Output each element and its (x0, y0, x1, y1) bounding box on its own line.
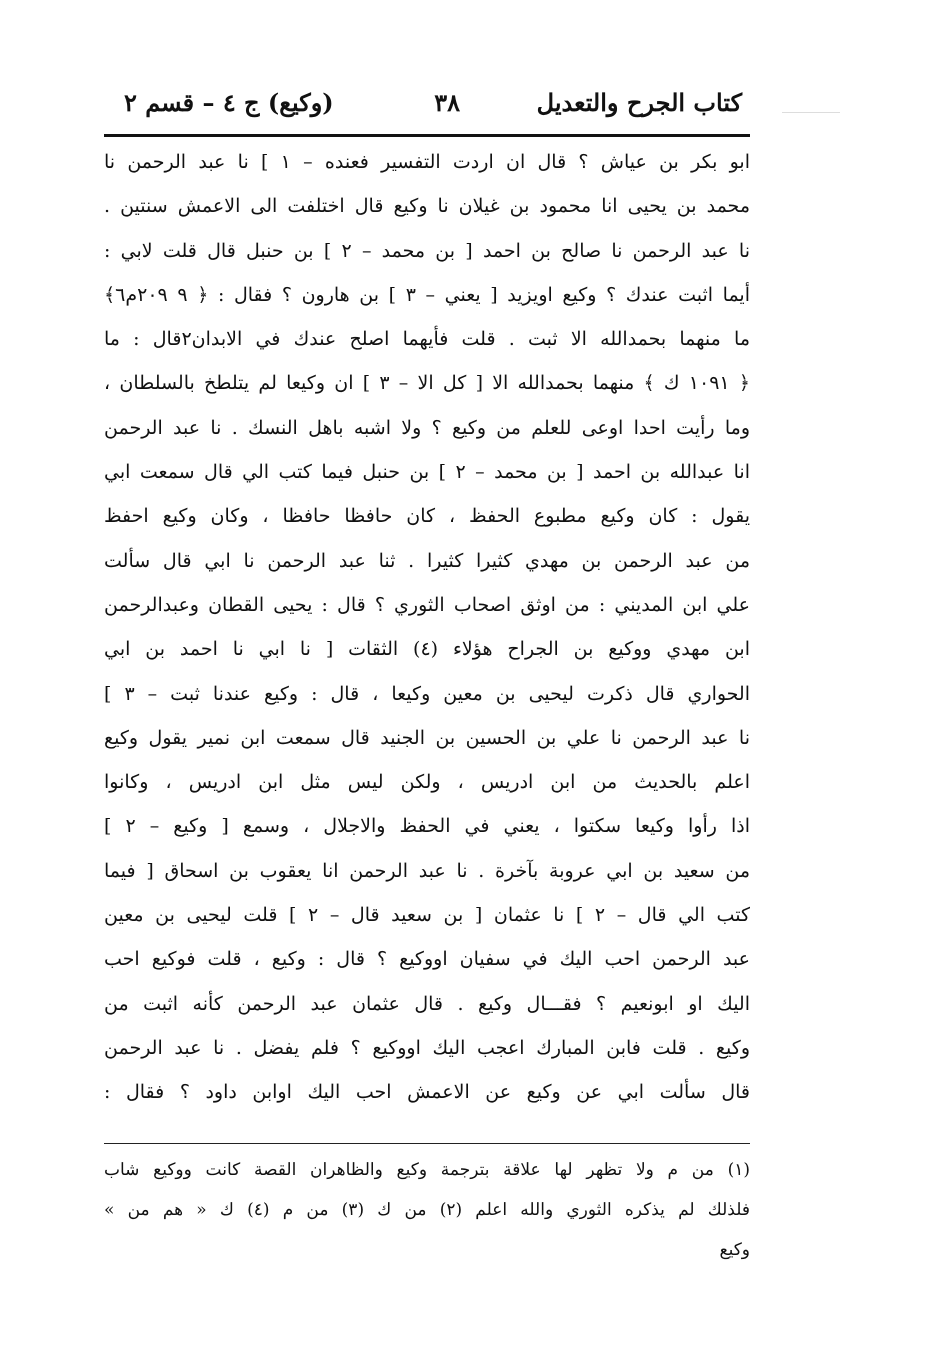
text-line: ما منهما بحمدالله الا ثبت . قلت فأيهما اصلح عندك في الابدان٢قال : ما (104, 328, 750, 351)
footnotes (104, 1150, 750, 1270)
text-line: ابن مهدي ووكيع بن الجراح هؤلاء (٤) الثقات [ نا ابي نا احمد بن ابي (104, 638, 750, 661)
text-line: يقول : كان وكيع مطبوع الحفظ ، كان حافظا حافظا ، وكان وكيع احفظ (104, 505, 750, 528)
text-line: اليك او ابونعيم ؟ فقـــال وكيع . قال عثمان عبد الرحمن كأنه اثبت من (104, 992, 750, 1015)
footnote-line: (١) من م ولا تظهر لها علاقة بترجمة وكيع والظاهران القصة كانت ووكيع شاب (104, 1160, 750, 1180)
text-line: نا عبد الرحمن نا علي بن الحسين بن الجنيد قال سمعت ابن نمير يقول وكيع (104, 726, 750, 749)
main-text (104, 140, 750, 1115)
footnote-rule (104, 1143, 750, 1144)
text-line: اذا رأوا وكيعا سكتوا ، يعني في الحفظ والاجلال ، وسمع [ وكيع – ٢ ] (104, 815, 750, 838)
text-line: انا عبدالله بن احمد [ بن محمد – ٢ ] بن حنبل فيما كتب الي قال سمعت ابي (104, 461, 750, 484)
text-line: نا عبد الرحمن نا صالح بن احمد [ بن محمد – ٢ ] بن حنبل قال قلت لابي : (104, 239, 750, 262)
text-line: من عبد الرحمن بن مهدي كثيرا كثيرا . ثنا عبد الرحمن نا ابي قال سألت (104, 549, 750, 572)
text-line: وما رأيت احدا اوعى للعلم من وكيع ؟ ولا اشبه باهل النسك . نا عبد الرحمن (104, 416, 750, 439)
text-line: ﴿ ١٠٩١ ك ﴾ منهما بحمدالله الا [ كل الا – ٣ ] ان وكيعا لم يتلطخ بالسلطان ، (104, 372, 750, 395)
text-line: اعلم بالحديث من ابن ادريس ، ولكن ليس مثل ابن ادريس ، وكانوا (104, 771, 750, 794)
text-line: محمد بن يحيى انا محمود بن غيلان نا وكيع قال اختلفت الى الاعمش سنتين . (104, 195, 750, 218)
footnote-line: وكيع (719, 1240, 750, 1260)
text-line: وكيع . قلت فابن المبارك اعجب اليك اووكيع ؟ فلم يفضل . نا عبد الرحمن (104, 1036, 750, 1059)
text-line: عبد الرحمن احب اليك في سفيان اووكيع ؟ قال : وكيع ، قلت فوكيع احب (104, 948, 750, 971)
text-line: ابو بكر بن عياش ؟ قال ان اردت التفسير فعنده – ١ ] نا عبد الرحمن نا (104, 151, 750, 173)
text-line: كتب الي قال – ٢ ] نا عثمان [ بن سعيد قال – ٢ ] قلت ليحيى بن معين (104, 904, 750, 927)
book-title: كتاب الجرح والتعديل (536, 88, 742, 117)
header-rule (104, 134, 750, 137)
section-reference: (وكيع) ج ٤ – قسم ٢ (124, 88, 334, 117)
text-line: من سعيد بن ابي عروبة بآخرة . نا عبد الرحمن انا يعقوب بن اسحاق [ فيما (104, 859, 750, 882)
scan-edge-mark (782, 112, 840, 113)
text-line: أيما اثبت عندك ؟ وكيع اويزيد [ يعني – ٣ ] بن هارون ؟ فقال : ﴿ ٩ ٢٠٩م٦﴾ (104, 283, 750, 306)
running-header (104, 82, 750, 130)
page-number: ٣٨ (434, 88, 460, 117)
text-line: علي ابن المديني : من اوثق اصحاب الثوري ؟ قال : يحيى القطان وعبدالرحمن (104, 593, 750, 616)
text-line: قال سألت ابي عن وكيع عن الاعمش احب اليك اوابن داود ؟ فقال : (104, 1081, 750, 1104)
text-line: الحواري قال ذكرت ليحيى بن معين وكيعا ، قال : وكيع عندنا ثبت – ٣ ] (104, 682, 750, 705)
footnote-line: فلذلك لم يذكره الثوري والله اعلم (٢) من ك (٣) من م (٤) ك « هم من » (104, 1200, 750, 1220)
